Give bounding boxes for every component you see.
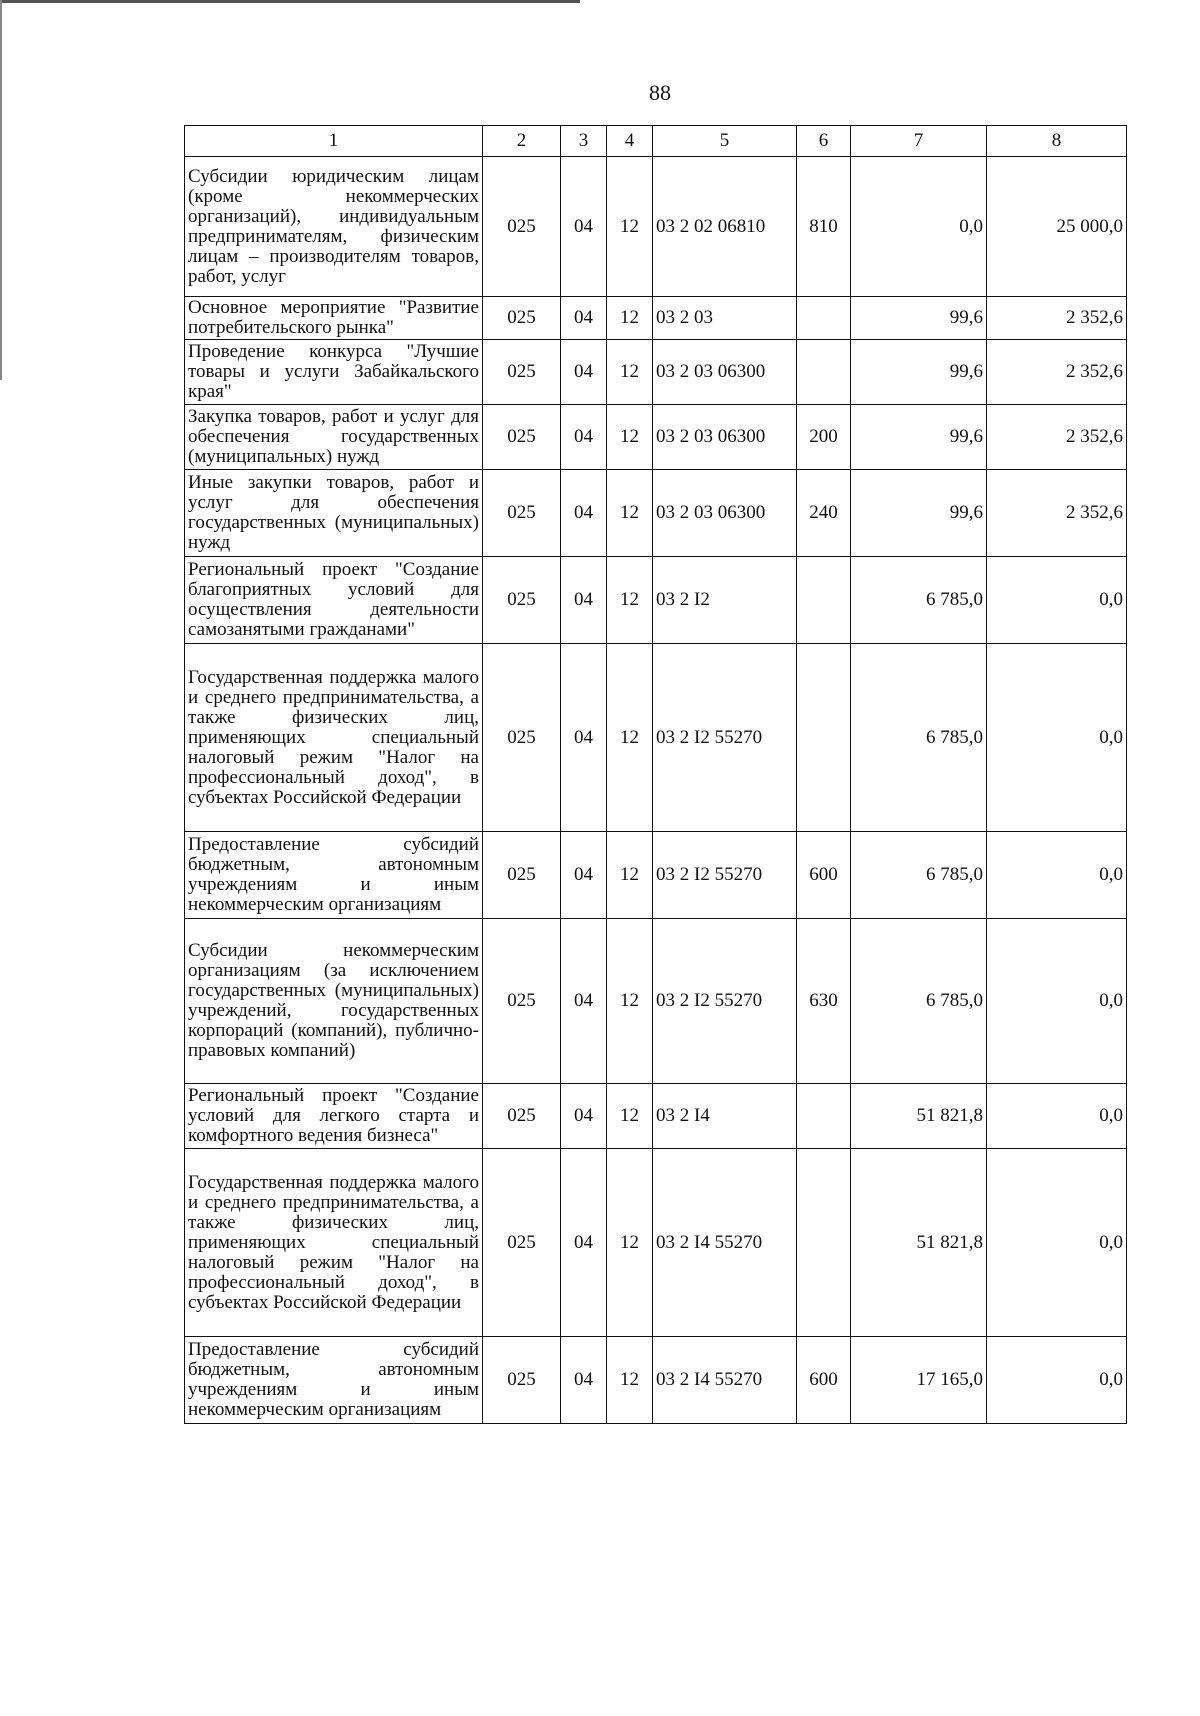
subsection-code: 12: [607, 919, 653, 1084]
target-article-code: 03 2 I4 55270: [653, 1149, 797, 1337]
subsection-code: 12: [607, 557, 653, 644]
target-article-code: 03 2 03: [653, 297, 797, 340]
expense-type-code: [797, 1084, 851, 1149]
table-row: [185, 470, 1127, 557]
amount-col8: 25 000,0: [987, 157, 1127, 297]
row-name: Субсидии некоммерческим организациям (за исключением государственных (муниципальных) учреждений, государственных корпораций (компаний), публично-правовых компаний): [185, 919, 483, 1084]
target-article-code: 03 2 02 06810: [653, 157, 797, 297]
ministry-code: 025: [483, 919, 561, 1084]
subsection-code: 12: [607, 1149, 653, 1337]
amount-col8: 0,0: [987, 644, 1127, 832]
section-code: 04: [561, 644, 607, 832]
amount-col7: 6 785,0: [851, 644, 987, 832]
row-name: Основное мероприятие "Развитие потребительского рынка": [185, 297, 483, 340]
table-row: [185, 157, 1127, 297]
section-code: 04: [561, 405, 607, 470]
table-row: [185, 1337, 1127, 1424]
amount-col8: 2 352,6: [987, 297, 1127, 340]
table-row: [185, 557, 1127, 644]
ministry-code: 025: [483, 1084, 561, 1149]
table-row: [185, 1084, 1127, 1149]
column-header: 5: [653, 126, 797, 157]
amount-col8: 0,0: [987, 557, 1127, 644]
row-name: Предоставление субсидий бюджетным, автономным учреждениям и иным некоммерческим организациям: [185, 1337, 483, 1424]
amount-col8: 2 352,6: [987, 470, 1127, 557]
expense-type-code: [797, 340, 851, 405]
table-row: [185, 919, 1127, 1084]
row-name: Государственная поддержка малого и среднего предпринимательства, а также физических лиц, применяющих специальный налоговый режим "Налог на профессиональный доход", в субъектах Российской Федерации: [185, 1149, 483, 1337]
amount-col7: 0,0: [851, 157, 987, 297]
column-header: 2: [483, 126, 561, 157]
target-article-code: 03 2 03 06300: [653, 470, 797, 557]
target-article-code: 03 2 03 06300: [653, 340, 797, 405]
section-code: 04: [561, 157, 607, 297]
ministry-code: 025: [483, 832, 561, 919]
column-header: 7: [851, 126, 987, 157]
section-code: 04: [561, 297, 607, 340]
section-code: 04: [561, 1084, 607, 1149]
page-number: 88: [649, 80, 671, 105]
ministry-code: 025: [483, 644, 561, 832]
ministry-code: 025: [483, 157, 561, 297]
column-header: 3: [561, 126, 607, 157]
row-name: Иные закупки товаров, работ и услуг для обеспечения государственных (муниципальных) нужд: [185, 470, 483, 557]
column-header: 8: [987, 126, 1127, 157]
section-code: 04: [561, 832, 607, 919]
amount-col7: 99,6: [851, 297, 987, 340]
ministry-code: 025: [483, 1337, 561, 1424]
amount-col8: 0,0: [987, 919, 1127, 1084]
table-row: [185, 340, 1127, 405]
target-article-code: 03 2 I2: [653, 557, 797, 644]
column-header: 1: [185, 126, 483, 157]
ministry-code: 025: [483, 340, 561, 405]
section-code: 04: [561, 919, 607, 1084]
amount-col8: 0,0: [987, 1337, 1127, 1424]
scan-top-rule: [0, 0, 580, 3]
table-body: [185, 157, 1127, 1424]
expense-type-code: [797, 644, 851, 832]
budget-table: [184, 125, 1127, 1424]
scan-left-rule: [0, 0, 2, 380]
amount-col7: 99,6: [851, 405, 987, 470]
subsection-code: 12: [607, 832, 653, 919]
target-article-code: 03 2 I2 55270: [653, 919, 797, 1084]
subsection-code: 12: [607, 1337, 653, 1424]
amount-col7: 6 785,0: [851, 919, 987, 1084]
table-header-row: [185, 126, 1127, 157]
section-code: 04: [561, 557, 607, 644]
expense-type-code: [797, 1149, 851, 1337]
subsection-code: 12: [607, 1084, 653, 1149]
amount-col7: 51 821,8: [851, 1149, 987, 1337]
subsection-code: 12: [607, 405, 653, 470]
ministry-code: 025: [483, 297, 561, 340]
table-row: [185, 405, 1127, 470]
amount-col8: 0,0: [987, 1084, 1127, 1149]
row-name: Субсидии юридическим лицам (кроме некоммерческих организаций), индивидуальным предпринимателям, физическим лицам – производителям товаров, работ, услуг: [185, 157, 483, 297]
target-article-code: 03 2 I2 55270: [653, 832, 797, 919]
column-header: 6: [797, 126, 851, 157]
amount-col7: 6 785,0: [851, 832, 987, 919]
subsection-code: 12: [607, 297, 653, 340]
row-name: Региональный проект "Создание условий для легкого старта и комфортного ведения бизнеса": [185, 1084, 483, 1149]
subsection-code: 12: [607, 157, 653, 297]
section-code: 04: [561, 340, 607, 405]
section-code: 04: [561, 1337, 607, 1424]
table-row: [185, 1149, 1127, 1337]
row-name: Предоставление субсидий бюджетным, автономным учреждениям и иным некоммерческим организациям: [185, 832, 483, 919]
amount-col7: 51 821,8: [851, 1084, 987, 1149]
expense-type-code: 600: [797, 832, 851, 919]
target-article-code: 03 2 I4 55270: [653, 1337, 797, 1424]
expense-type-code: 810: [797, 157, 851, 297]
expense-type-code: 200: [797, 405, 851, 470]
row-name: Проведение конкурса "Лучшие товары и услуги Забайкальского края": [185, 340, 483, 405]
column-header: 4: [607, 126, 653, 157]
target-article-code: 03 2 03 06300: [653, 405, 797, 470]
ministry-code: 025: [483, 470, 561, 557]
target-article-code: 03 2 I4: [653, 1084, 797, 1149]
amount-col8: 2 352,6: [987, 340, 1127, 405]
subsection-code: 12: [607, 340, 653, 405]
amount-col8: 0,0: [987, 832, 1127, 919]
amount-col7: 99,6: [851, 470, 987, 557]
ministry-code: 025: [483, 557, 561, 644]
target-article-code: 03 2 I2 55270: [653, 644, 797, 832]
expense-type-code: [797, 297, 851, 340]
expense-type-code: 630: [797, 919, 851, 1084]
expense-type-code: 600: [797, 1337, 851, 1424]
expense-type-code: 240: [797, 470, 851, 557]
subsection-code: 12: [607, 644, 653, 832]
amount-col8: 0,0: [987, 1149, 1127, 1337]
row-name: Закупка товаров, работ и услуг для обеспечения государственных (муниципальных) нужд: [185, 405, 483, 470]
table-row: [185, 297, 1127, 340]
amount-col7: 17 165,0: [851, 1337, 987, 1424]
ministry-code: 025: [483, 405, 561, 470]
amount-col7: 6 785,0: [851, 557, 987, 644]
row-name: Государственная поддержка малого и среднего предпринимательства, а также физических лиц, применяющих специальный налоговый режим "Налог на профессиональный доход", в субъектах Российской Федерации: [185, 644, 483, 832]
row-name: Региональный проект "Создание благоприятных условий для осуществления деятельности самозанятыми гражданами": [185, 557, 483, 644]
table-row: [185, 644, 1127, 832]
expense-type-code: [797, 557, 851, 644]
amount-col7: 99,6: [851, 340, 987, 405]
section-code: 04: [561, 470, 607, 557]
section-code: 04: [561, 1149, 607, 1337]
table-row: [185, 832, 1127, 919]
amount-col8: 2 352,6: [987, 405, 1127, 470]
subsection-code: 12: [607, 470, 653, 557]
ministry-code: 025: [483, 1149, 561, 1337]
